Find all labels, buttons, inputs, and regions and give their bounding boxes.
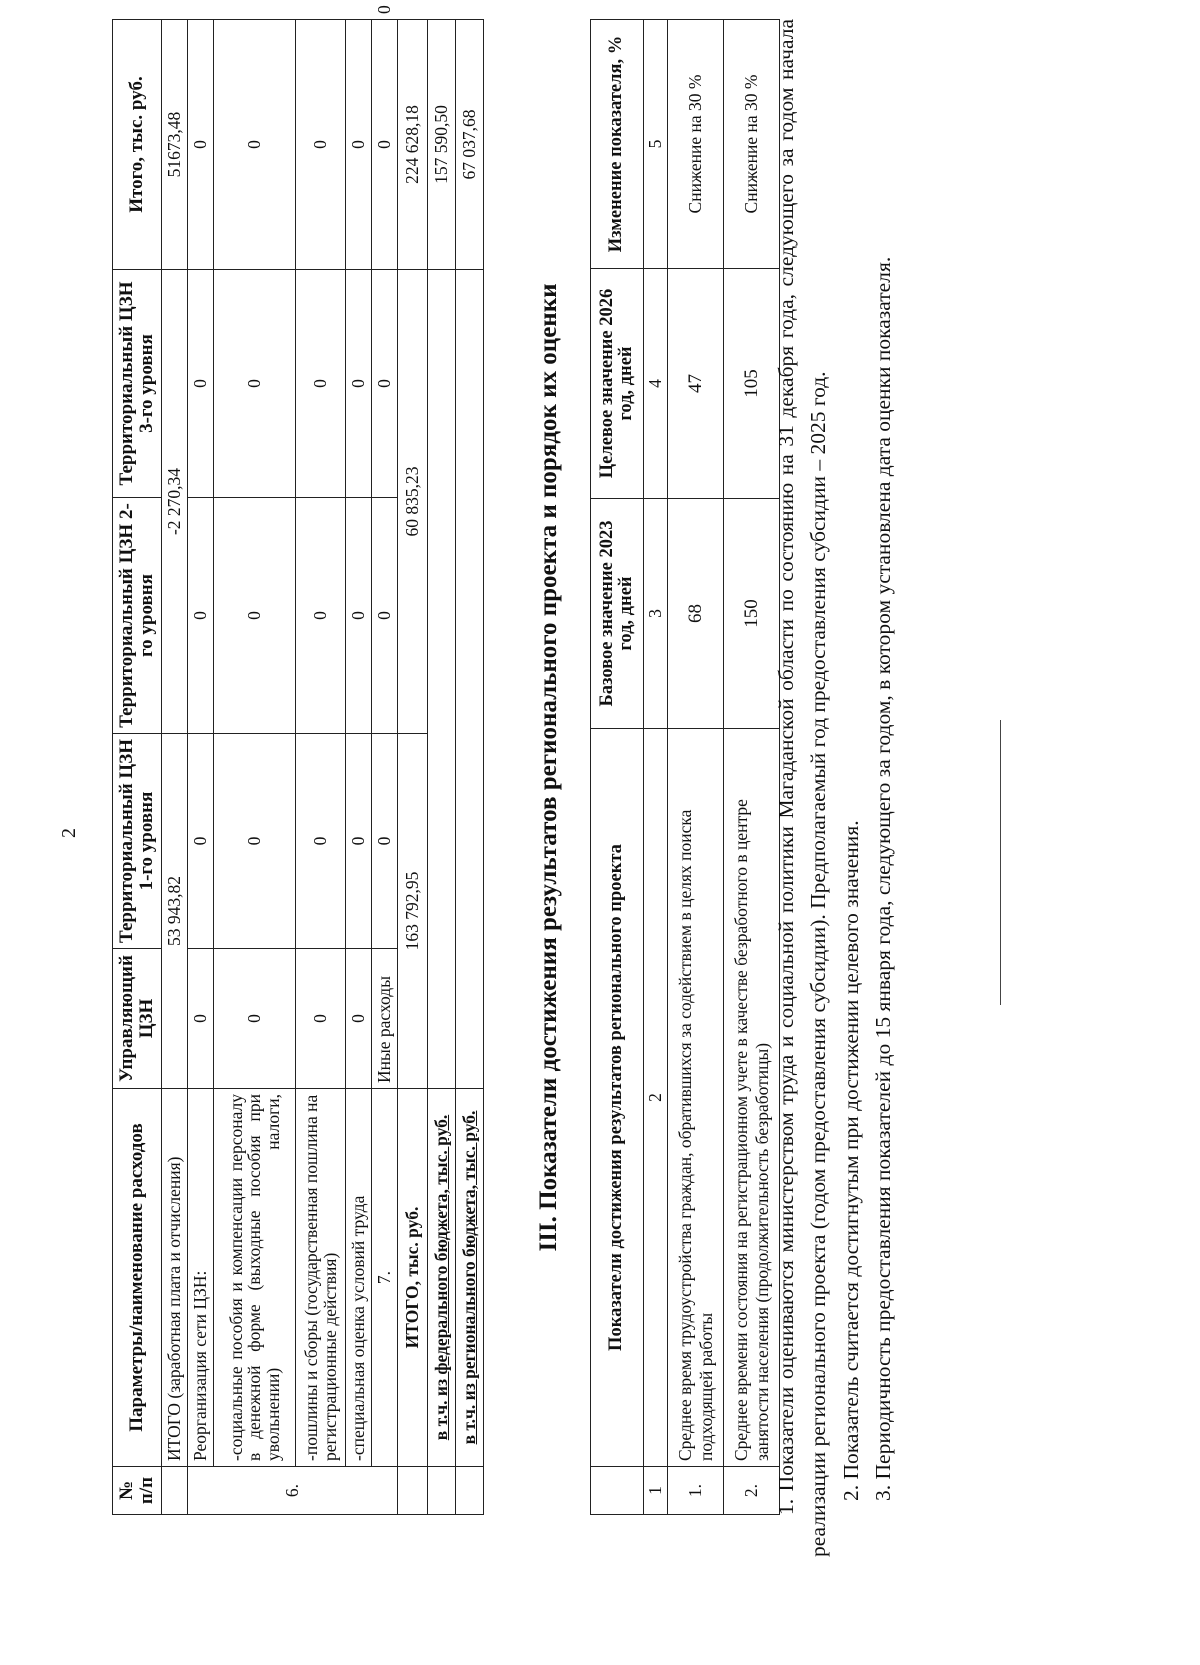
row-name: ИТОГО, тыс. руб. (398, 1089, 428, 1467)
row-target: 47 (668, 269, 724, 499)
table-header-row (591, 20, 644, 1515)
index-change: 5 (644, 20, 668, 269)
row-change: Снижение на 30 % (724, 20, 780, 269)
row-empty (456, 270, 484, 1089)
row-name: Среднее времени состояния на регистрационном учете в качестве безработного в центре занятости населения (продолжительность безработицы) (724, 729, 780, 1467)
row-num: 7. (372, 1089, 398, 1467)
section-title: III. Показатели достижения результатов регионального проекта и порядок их оценки (535, 283, 562, 1252)
row-upr: 0 (372, 734, 398, 949)
row-upr-t1: 163 792,95 (398, 734, 428, 1089)
note-1: 1. Показатели оцениваются министерством труда и социальной политики Магаданской области по состоянию на 31 декабря года, следующего за годом начала реализации регионального проекта (годом предоставления субсидии). Предполагаемый год предоставления субсидии – 2025 год. (774, 19, 831, 1557)
row-total: 224 628,18 (398, 20, 428, 270)
table-header-row (113, 20, 162, 1515)
row-total: 67 037,68 (456, 20, 484, 270)
index-base: 3 (644, 499, 668, 729)
row-num: 6. (188, 1467, 398, 1515)
row-name: ИТОГО (заработная плата и отчисления) (162, 1089, 188, 1467)
row-name: Реорганизация сети ЦЗН: (188, 1089, 214, 1467)
row-upr: 0 (188, 949, 214, 1089)
row-t2-t3: -2 270,34 (162, 270, 188, 734)
index-num: 1 (644, 1467, 668, 1515)
header-t2: Территориальный ЦЗН 2-го уровня (113, 498, 162, 734)
table-row (296, 20, 346, 1515)
row-target: 105 (724, 269, 780, 499)
row-t3: 0 (296, 270, 346, 498)
row-t1: 0 (188, 734, 214, 949)
header-target: Целевое значение 2026 год, дней (591, 269, 644, 499)
federal-row (428, 20, 456, 1515)
header-base: Базовое значение 2023 год, дней (591, 499, 644, 729)
note-3: 3. Периодичность предоставления показателей до 15 января года, следующего за годом, в котором установлена дата оценки показателя. (870, 256, 895, 1501)
row-total: 0 (214, 20, 296, 270)
row-name: -пошлины и сборы (государственная пошлина на регистрационные действия) (296, 1089, 346, 1467)
expense-table (112, 5, 484, 1515)
row-num (428, 1467, 456, 1515)
divider-rule (1000, 720, 1001, 1005)
row-base: 150 (724, 499, 780, 729)
row-num: 2. (724, 1467, 780, 1515)
row-name: Иные расходы (372, 949, 398, 1089)
row-upr: 0 (346, 949, 372, 1089)
index-target: 4 (644, 269, 668, 499)
page-number: 2 (58, 828, 80, 838)
row-t2: 0 (188, 498, 214, 734)
row-num (398, 1467, 428, 1515)
row-total: 0 (188, 20, 214, 270)
row-empty (428, 270, 456, 1089)
header-t3: Территориальный ЦЗН 3-го уровня (113, 270, 162, 498)
table-row (346, 20, 372, 1515)
row-t2: 0 (372, 270, 398, 498)
header-name: Показатели достижения результатов регионального проекта (591, 729, 644, 1467)
row-t2: 0 (346, 498, 372, 734)
header-upr: Управляющий ЦЗН (113, 949, 162, 1089)
row-t3: 0 (346, 270, 372, 498)
row-num (162, 1467, 188, 1515)
row-t2: 0 (214, 498, 296, 734)
row-t2-t3: 60 835,23 (398, 270, 428, 734)
row-t2: 0 (296, 498, 346, 734)
row-name: в т.ч. из федерального бюджета, тыс. руб. (428, 1089, 456, 1467)
row-num (456, 1467, 484, 1515)
row-num: 1. (668, 1467, 724, 1515)
row-t3: 0 (372, 20, 398, 270)
row-name: -социальные пособия и компенсации персоналу в денежной форме (выходные пособия при увольнении) налоги, (214, 1089, 296, 1467)
row-upr: 0 (296, 949, 346, 1089)
row-total: 157 590,50 (428, 20, 456, 270)
table-row (188, 20, 214, 1515)
note-2: 2. Показатель считается достигнутым при достижении целевого значения. (838, 820, 863, 1501)
row-total: 0 (346, 20, 372, 270)
header-name: Параметры/наименование расходов (113, 1089, 162, 1467)
row-t3: 0 (188, 270, 214, 498)
header-num: № п/п (113, 1467, 162, 1515)
table-row (162, 20, 188, 1515)
row-name: -специальная оценка условий труда (346, 1089, 372, 1467)
row-change: Снижение на 30 % (668, 20, 724, 269)
row-upr-t1: 53 943,82 (162, 734, 188, 1089)
row-total: 51673,48 (162, 20, 188, 270)
row-name: в т.ч. из регионального бюджета, тыс. руб. (456, 1089, 484, 1467)
table-row (668, 20, 724, 1515)
row-t1: 0 (296, 734, 346, 949)
header-change: Изменение показателя, % (591, 20, 644, 269)
row-base: 68 (668, 499, 724, 729)
table-row (214, 20, 296, 1515)
row-t3: 0 (214, 270, 296, 498)
row-name: Среднее время трудоустройства граждан, обратившихся за содействием в целях поиска подходящей работы (668, 729, 724, 1467)
regional-row (456, 20, 484, 1515)
header-num (591, 1467, 644, 1515)
header-t1: Территориальный ЦЗН 1-го уровня (113, 734, 162, 949)
row-t1: 0 (214, 734, 296, 949)
row-total: 0 (296, 20, 346, 270)
table-row: 7. Иные расходы 0 0 0 0 0 (372, 20, 398, 1515)
row-t1: 0 (346, 734, 372, 949)
total-row (398, 20, 428, 1515)
index-row (644, 20, 668, 1515)
results-table (590, 19, 780, 1515)
notes (770, 19, 899, 1557)
header-total: Итого, тыс. руб. (113, 20, 162, 270)
row-t1: 0 (372, 498, 398, 734)
index-name: 2 (644, 729, 668, 1467)
row-upr: 0 (214, 949, 296, 1089)
